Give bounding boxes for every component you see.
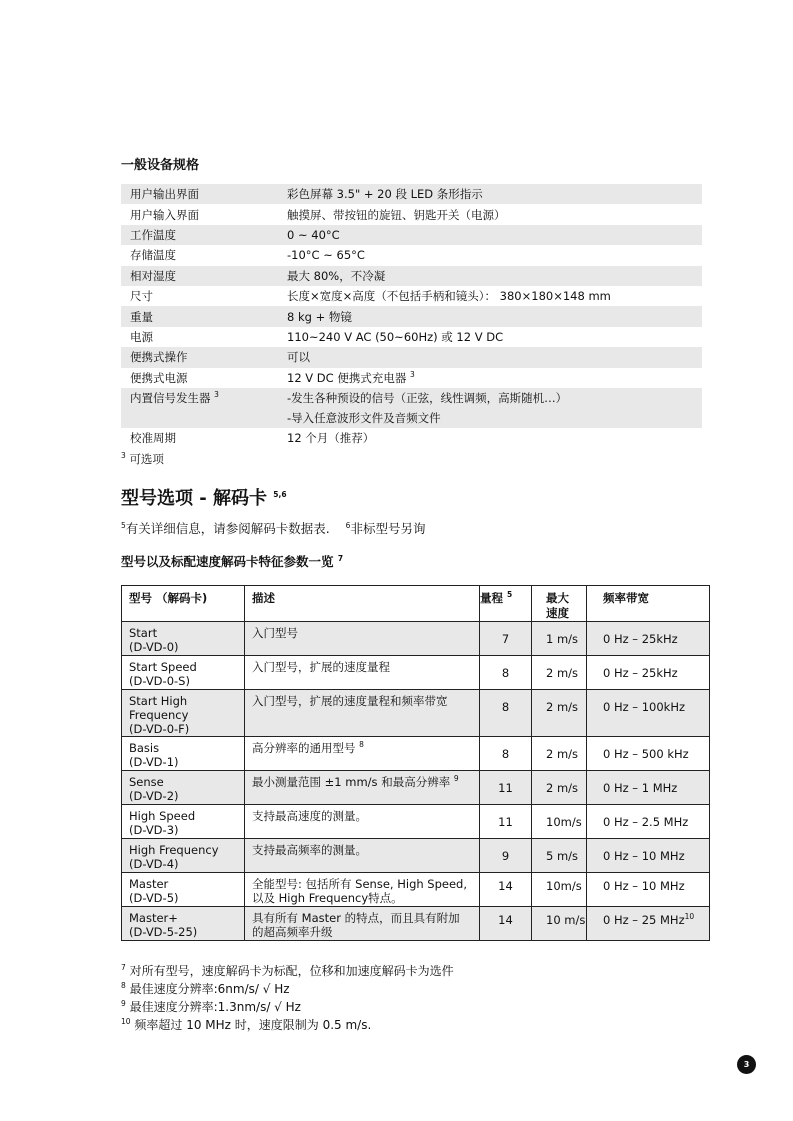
spec-label: 电源 bbox=[130, 329, 153, 344]
spec-label: 内置信号发生器 $^3$ bbox=[121, 388, 278, 428]
decoder-range: 8 bbox=[480, 690, 532, 737]
decoder-desc: 具有所有 Master 的特点，而且具有附加 的超高频率升级 bbox=[245, 907, 480, 941]
header-desc: 描述 bbox=[245, 586, 480, 622]
model-options-title: 型号选项 - 解码卡 $^{5,6}$ bbox=[121, 488, 287, 509]
decoder-speed: 10m/s bbox=[532, 805, 587, 839]
spec-row bbox=[121, 388, 702, 428]
decoder-desc: 高分辨率的通用型号 $^8$ bbox=[245, 737, 480, 771]
decoder-speed: 10 m/s bbox=[532, 907, 587, 941]
spec-label: 用户输入界面 bbox=[130, 207, 199, 222]
spec-row bbox=[121, 347, 702, 367]
footnotes bbox=[121, 962, 454, 1034]
model-options-notes: $^5$有关详细信息，请参阅解码卡数据表. $^6$非标型号另询 bbox=[121, 520, 426, 536]
spec-value: 12 个月（推荐） bbox=[287, 431, 375, 446]
spec-row bbox=[121, 327, 702, 347]
decoder-range: 9 bbox=[480, 839, 532, 873]
spec-value: -发生各种预设的信号（正弦，线性调频，高斯随机…） -导入任意波形文件及音频文件 bbox=[278, 388, 702, 428]
decoder-speed: 2 m/s bbox=[532, 737, 587, 771]
decoder-speed: 2 m/s bbox=[532, 656, 587, 690]
spec-label: 重量 bbox=[121, 306, 278, 326]
decoder-range: 7 bbox=[480, 622, 532, 656]
decoder-row bbox=[122, 656, 710, 690]
decoder-speed: 5 m/s bbox=[532, 839, 587, 873]
spec-row bbox=[121, 225, 702, 245]
spec-value: 最大 80%，不冷凝 bbox=[278, 266, 702, 286]
decoder-row bbox=[122, 622, 710, 656]
spec-row bbox=[121, 245, 702, 265]
decoder-model: Start High Frequency (D-VD-0-F) bbox=[122, 690, 245, 737]
spec-label: 用户输出界面 bbox=[121, 184, 278, 204]
spec-label: 校准周期 bbox=[130, 431, 176, 446]
spec-label: 相对湿度 bbox=[121, 266, 278, 286]
decoder-speed: 2 m/s bbox=[532, 771, 587, 805]
decoder-table-header bbox=[122, 586, 710, 622]
decoder-model: Start (D-VD-0) bbox=[122, 622, 245, 656]
header-bandwidth: 频率带宽 bbox=[587, 586, 710, 622]
spec-value: 12 V DC 便携式充电器 $^3$ bbox=[287, 369, 415, 385]
spec-row bbox=[121, 306, 702, 326]
decoder-bandwidth: 0 Hz – 25kHz bbox=[587, 656, 710, 690]
spec-value: 8 kg + 物镜 bbox=[278, 306, 702, 326]
footnote: $^{10}$ 频率超过 10 MHz 时，速度限制为 0.5 m/s. bbox=[121, 1017, 372, 1032]
decoder-model: High Frequency (D-VD-4) bbox=[122, 839, 245, 873]
decoder-speed: 10m/s bbox=[532, 873, 587, 907]
general-specs-heading: 一般设备规格 bbox=[121, 158, 200, 173]
spec-label: 便携式电源 bbox=[130, 370, 188, 385]
spec-row bbox=[121, 286, 702, 306]
decoder-desc: 支持最高频率的测量。 bbox=[245, 839, 480, 873]
decoder-bandwidth: 0 Hz – 10 MHz bbox=[587, 873, 710, 907]
decoder-bandwidth: 0 Hz – 25 MHz$^{10}$ bbox=[587, 907, 710, 941]
spec-value: 可以 bbox=[278, 347, 702, 367]
decoder-bandwidth: 0 Hz – 100kHz bbox=[587, 690, 710, 737]
decoder-range: 8 bbox=[480, 656, 532, 690]
spec-value: 彩色屏幕 3.5" + 20 段 LED 条形指示 bbox=[278, 184, 702, 204]
decoder-row bbox=[122, 839, 710, 873]
spec-value: -10°C ~ 65°C bbox=[287, 248, 365, 263]
decoder-model: Sense (D-VD-2) bbox=[122, 771, 245, 805]
decoder-row bbox=[122, 771, 710, 805]
spec-label: 工作温度 bbox=[121, 225, 278, 245]
decoder-bandwidth: 0 Hz – 2.5 MHz bbox=[587, 805, 710, 839]
decoder-model: High Speed (D-VD-3) bbox=[122, 805, 245, 839]
spec-label: 存储温度 bbox=[130, 248, 176, 263]
optional-footnote: $^3$ 可选项 bbox=[121, 451, 164, 466]
header-max-speed: 最大 速度 bbox=[532, 586, 587, 622]
decoder-speed: 2 m/s bbox=[532, 690, 587, 737]
decoder-row bbox=[122, 873, 710, 907]
spec-value: 0 ~ 40°C bbox=[278, 225, 702, 245]
spec-row bbox=[121, 428, 702, 448]
decoder-bandwidth: 0 Hz – 1 MHz bbox=[587, 771, 710, 805]
spec-row bbox=[121, 368, 702, 388]
decoder-desc: 最小测量范围 ±1 mm/s 和最高分辨率 $^9$ bbox=[245, 771, 480, 805]
decoder-range: 14 bbox=[480, 873, 532, 907]
footnote: $^8$ 最佳速度分辨率:6nm/s/ √ Hz bbox=[121, 981, 290, 996]
spec-value: 触摸屏、带按钮的旋钮、钥匙开关（电源） bbox=[287, 207, 506, 222]
header-range: 量程 $^5$ bbox=[480, 586, 532, 622]
decoder-table bbox=[121, 585, 710, 941]
spec-value: 长度×宽度×高度（不包括手柄和镜头）： 380×180×148 mm bbox=[287, 289, 611, 304]
spec-row bbox=[121, 204, 702, 224]
spec-label: 便携式操作 bbox=[121, 347, 278, 367]
decoder-model: Start Speed (D-VD-0-S) bbox=[122, 656, 245, 690]
decoder-bandwidth: 0 Hz – 10 MHz bbox=[587, 839, 710, 873]
decoder-range: 14 bbox=[480, 907, 532, 941]
decoder-desc: 入门型号，扩展的速度量程 bbox=[245, 656, 480, 690]
spec-label: 尺寸 bbox=[130, 289, 153, 304]
decoder-desc: 全能型号: 包括所有 Sense, High Speed, 以及 High Frequency特点。 bbox=[245, 873, 480, 907]
decoder-speed: 1 m/s bbox=[532, 622, 587, 656]
page-number: 3 bbox=[737, 1055, 756, 1074]
decoder-model: Master (D-VD-5) bbox=[122, 873, 245, 907]
header-model: 型号 （解码卡) bbox=[122, 586, 245, 622]
decoder-desc: 入门型号 bbox=[245, 622, 480, 656]
decoder-desc: 入门型号，扩展的速度量程和频率带宽 bbox=[245, 690, 480, 737]
spec-row bbox=[121, 266, 702, 286]
decoder-range: 11 bbox=[480, 805, 532, 839]
footnote: $^9$ 最佳速度分辨率:1.3nm/s/ √ Hz bbox=[121, 999, 301, 1014]
decoder-row bbox=[122, 690, 710, 737]
decoder-bandwidth: 0 Hz – 25kHz bbox=[587, 622, 710, 656]
decoder-range: 8 bbox=[480, 737, 532, 771]
spec-row bbox=[121, 184, 702, 204]
decoder-row bbox=[122, 737, 710, 771]
decoder-table-title: 型号以及标配速度解码卡特征参数一览 $^7$ bbox=[121, 553, 344, 569]
decoder-bandwidth: 0 Hz – 500 kHz bbox=[587, 737, 710, 771]
footnote: $^7$ 对所有型号，速度解码卡为标配，位移和加速度解码卡为选件 bbox=[121, 963, 454, 978]
decoder-desc: 支持最高速度的测量。 bbox=[245, 805, 480, 839]
general-specs-table bbox=[121, 184, 702, 448]
spec-value: 110~240 V AC (50~60Hz) 或 12 V DC bbox=[287, 329, 504, 344]
decoder-row bbox=[122, 805, 710, 839]
decoder-range: 11 bbox=[480, 771, 532, 805]
decoder-model: Master+ (D-VD-5-25) bbox=[122, 907, 245, 941]
decoder-row bbox=[122, 907, 710, 941]
decoder-model: Basis (D-VD-1) bbox=[122, 737, 245, 771]
